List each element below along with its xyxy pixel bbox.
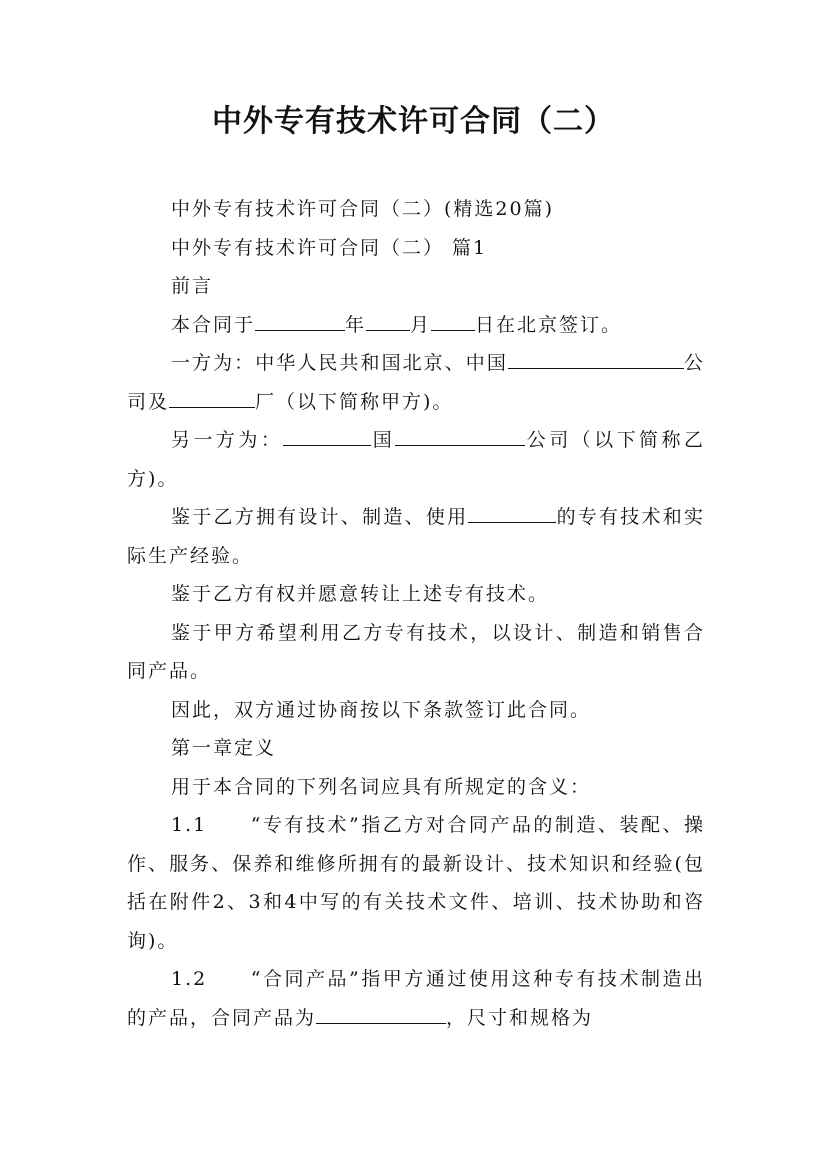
blank-field-contract-product — [316, 1001, 446, 1024]
paragraph-whereas-3: 鉴于甲方希望利用乙方专有技术，以设计、制造和销售合同产品。 — [127, 621, 705, 682]
subtitle-line: 中外专有技术许可合同（二）(精选20篇) — [171, 198, 555, 220]
chapter-heading: 第一章定义 — [171, 737, 277, 759]
document-title: 中外专有技术许可合同（二） — [212, 104, 615, 139]
blank-field-company — [395, 423, 525, 446]
blank-field-day — [431, 308, 475, 331]
clause-1-2 — [127, 960, 705, 1037]
paragraph-whereas-2: 鉴于乙方有权并愿意转让上述专有技术。 — [171, 583, 550, 605]
text-segment: 本合同于 — [171, 313, 256, 336]
text-segment: 的专有技术和实际生产经验。 — [127, 506, 705, 567]
blank-field-month — [366, 308, 410, 331]
text-segment: 鉴于乙方拥有设计、制造、使用 — [171, 506, 469, 528]
text-segment: 一方为：中华人民共和国北京、中国 — [171, 352, 508, 374]
text-segment: 月 — [410, 313, 432, 336]
text-segment: 1.2 “合同产品”指甲方通过使用这种专有技术制造出的产品，合同产品为 — [127, 968, 705, 1029]
paragraph-definitions-intro: 用于本合同的下列名词应具有所规定的含义： — [171, 775, 592, 798]
section-heading: 中外专有技术许可合同（二） 篇1 — [171, 236, 488, 259]
text-segment: 年 — [345, 313, 367, 336]
text-segment: 公司（以下简称乙方)。 — [127, 429, 705, 490]
clause-1-1: 1.1 “专有技术”指乙方对合同产品的制造、装配、操作、服务、保养和维修所拥有的最新设计、技术知识和经验(包括在附件2、3和4中写的有关技术文件、培训、技术协助和咨询)。 — [127, 814, 705, 952]
text-segment: 日在北京签订。 — [475, 313, 623, 336]
paragraph-therefore: 因此，双方通过协商按以下条款签订此合同。 — [171, 698, 592, 721]
paragraph-signing-date — [127, 306, 705, 345]
paragraph-whereas-1 — [127, 498, 705, 575]
blank-field-country — [283, 423, 371, 446]
text-segment: ，尺寸和规格为 — [446, 1006, 594, 1029]
paragraph-party-b — [127, 421, 705, 498]
preface-heading: 前言 — [171, 275, 214, 297]
text-segment: 另一方为： — [171, 429, 284, 451]
blank-field-product — [468, 500, 556, 523]
blank-field-company — [508, 346, 684, 369]
blank-field-factory — [169, 385, 255, 408]
blank-field-year — [255, 308, 345, 331]
text-segment: 公司及 — [127, 352, 705, 413]
document-body — [127, 190, 705, 1037]
paragraph-party-a — [127, 344, 705, 421]
text-segment: 国 — [371, 429, 396, 451]
text-segment: 厂（以下简称甲方)。 — [255, 390, 454, 413]
